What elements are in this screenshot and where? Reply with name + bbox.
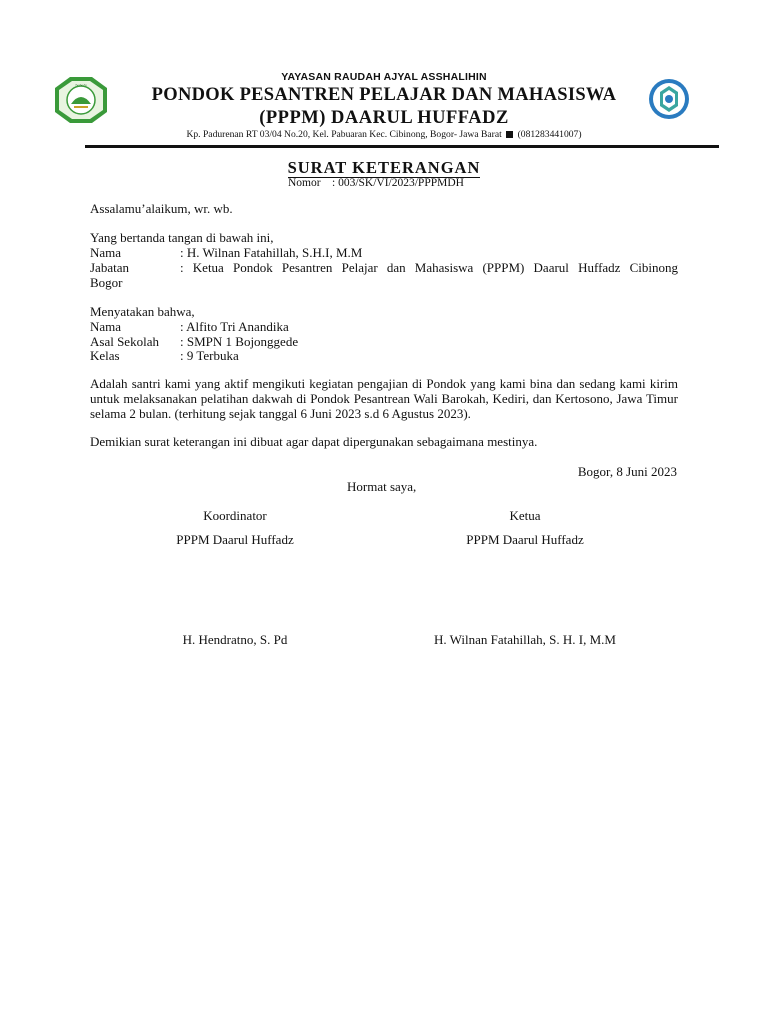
- right-signer-name: H. Wilnan Fatahillah, S. H. I, M.M: [434, 632, 616, 647]
- left-signer-name: H. Hendratno, S. Pd: [182, 632, 288, 647]
- signer-intro: Yang bertanda tangan di bawah ini,: [90, 230, 274, 245]
- student-school-label: Asal Sekolah: [90, 334, 159, 349]
- left-signer-org: PPPM Daarul Huffadz: [176, 532, 294, 547]
- student-class-value: : 9 Terbuka: [180, 348, 239, 363]
- student-school-row: [90, 334, 298, 349]
- regards: Hormat saya,: [347, 479, 417, 494]
- number-value: : 003/SK/VI/2023/PPPMDH: [332, 177, 464, 189]
- foundation-name: YAYASAN RAUDAH AJYAL ASSHALIHIN: [281, 71, 487, 83]
- closing-sentence: Demikian surat keterangan ini dibuat agar dapat dipergunakan sebagaimana mestinya.: [90, 434, 538, 449]
- signer-position-cont: Bogor: [90, 275, 123, 290]
- body-paragraph: Adalah santri kami yang aktif mengikuti kegiatan pengajian di Pondok yang kami bina dan sedang kami kirim untuk melaksanakan pelatihan dakwah di Pondok Pesantrean Wali Barokah, Kediri, dan Kertosono, Jawa Timur selama 2 bulan. (terhitung sejak tanggal 6 Juni 2023 s.d 6 Agustus 2023).: [90, 376, 678, 421]
- phone-icon: [506, 131, 513, 138]
- phone-number: (081283441007): [517, 129, 582, 140]
- student-name-value: : Alfito Tri Anandika: [180, 319, 289, 334]
- institution-abbrev: (PPPM) DAARUL HUFFADZ: [259, 108, 509, 128]
- signer-position-value: : Ketua Pondok Pesantren Pelajar dan Mahasiswa (PPPM) Daarul Huffadz Cibinong: [180, 260, 678, 275]
- address-line: [0, 129, 768, 140]
- signer-position-row: [90, 260, 678, 275]
- place-date: Bogor, 8 Juni 2023: [577, 464, 677, 479]
- number-label: Nomor: [288, 177, 321, 189]
- right-signer-role: Ketua: [509, 508, 541, 523]
- student-name-label: Nama: [90, 319, 122, 334]
- svg-text:~~~: ~~~: [74, 83, 88, 89]
- right-signer-org: PPPM Daarul Huffadz: [466, 532, 584, 547]
- statement-intro: Menyatakan bahwa,: [90, 304, 195, 319]
- student-class-row: [90, 348, 239, 363]
- signer-name-label: Nama: [90, 245, 122, 260]
- student-school-value: : SMPN 1 Bojonggede: [180, 334, 299, 349]
- letter-title: SURAT KETERANGAN: [287, 158, 481, 177]
- student-class-label: Kelas: [90, 348, 120, 363]
- signer-name-value: : H. Wilnan Fatahillah, S.H.I, M.M: [180, 245, 363, 260]
- letter-number: [288, 177, 464, 189]
- greeting: Assalamu’alaikum, wr. wb.: [90, 201, 233, 216]
- header-divider: [85, 145, 719, 148]
- signer-name-row: [90, 245, 362, 260]
- left-signer-role: Koordinator: [203, 508, 267, 523]
- address-text: Kp. Padurenan RT 03/04 No.20, Kel. Pabuaran Kec. Cibinong, Bogor- Jawa Barat: [186, 129, 502, 140]
- institution-name: PONDOK PESANTREN PELAJAR DAN MAHASISWA: [151, 85, 617, 105]
- signer-position-label: Jabatan: [90, 260, 129, 275]
- student-name-row: [90, 319, 289, 334]
